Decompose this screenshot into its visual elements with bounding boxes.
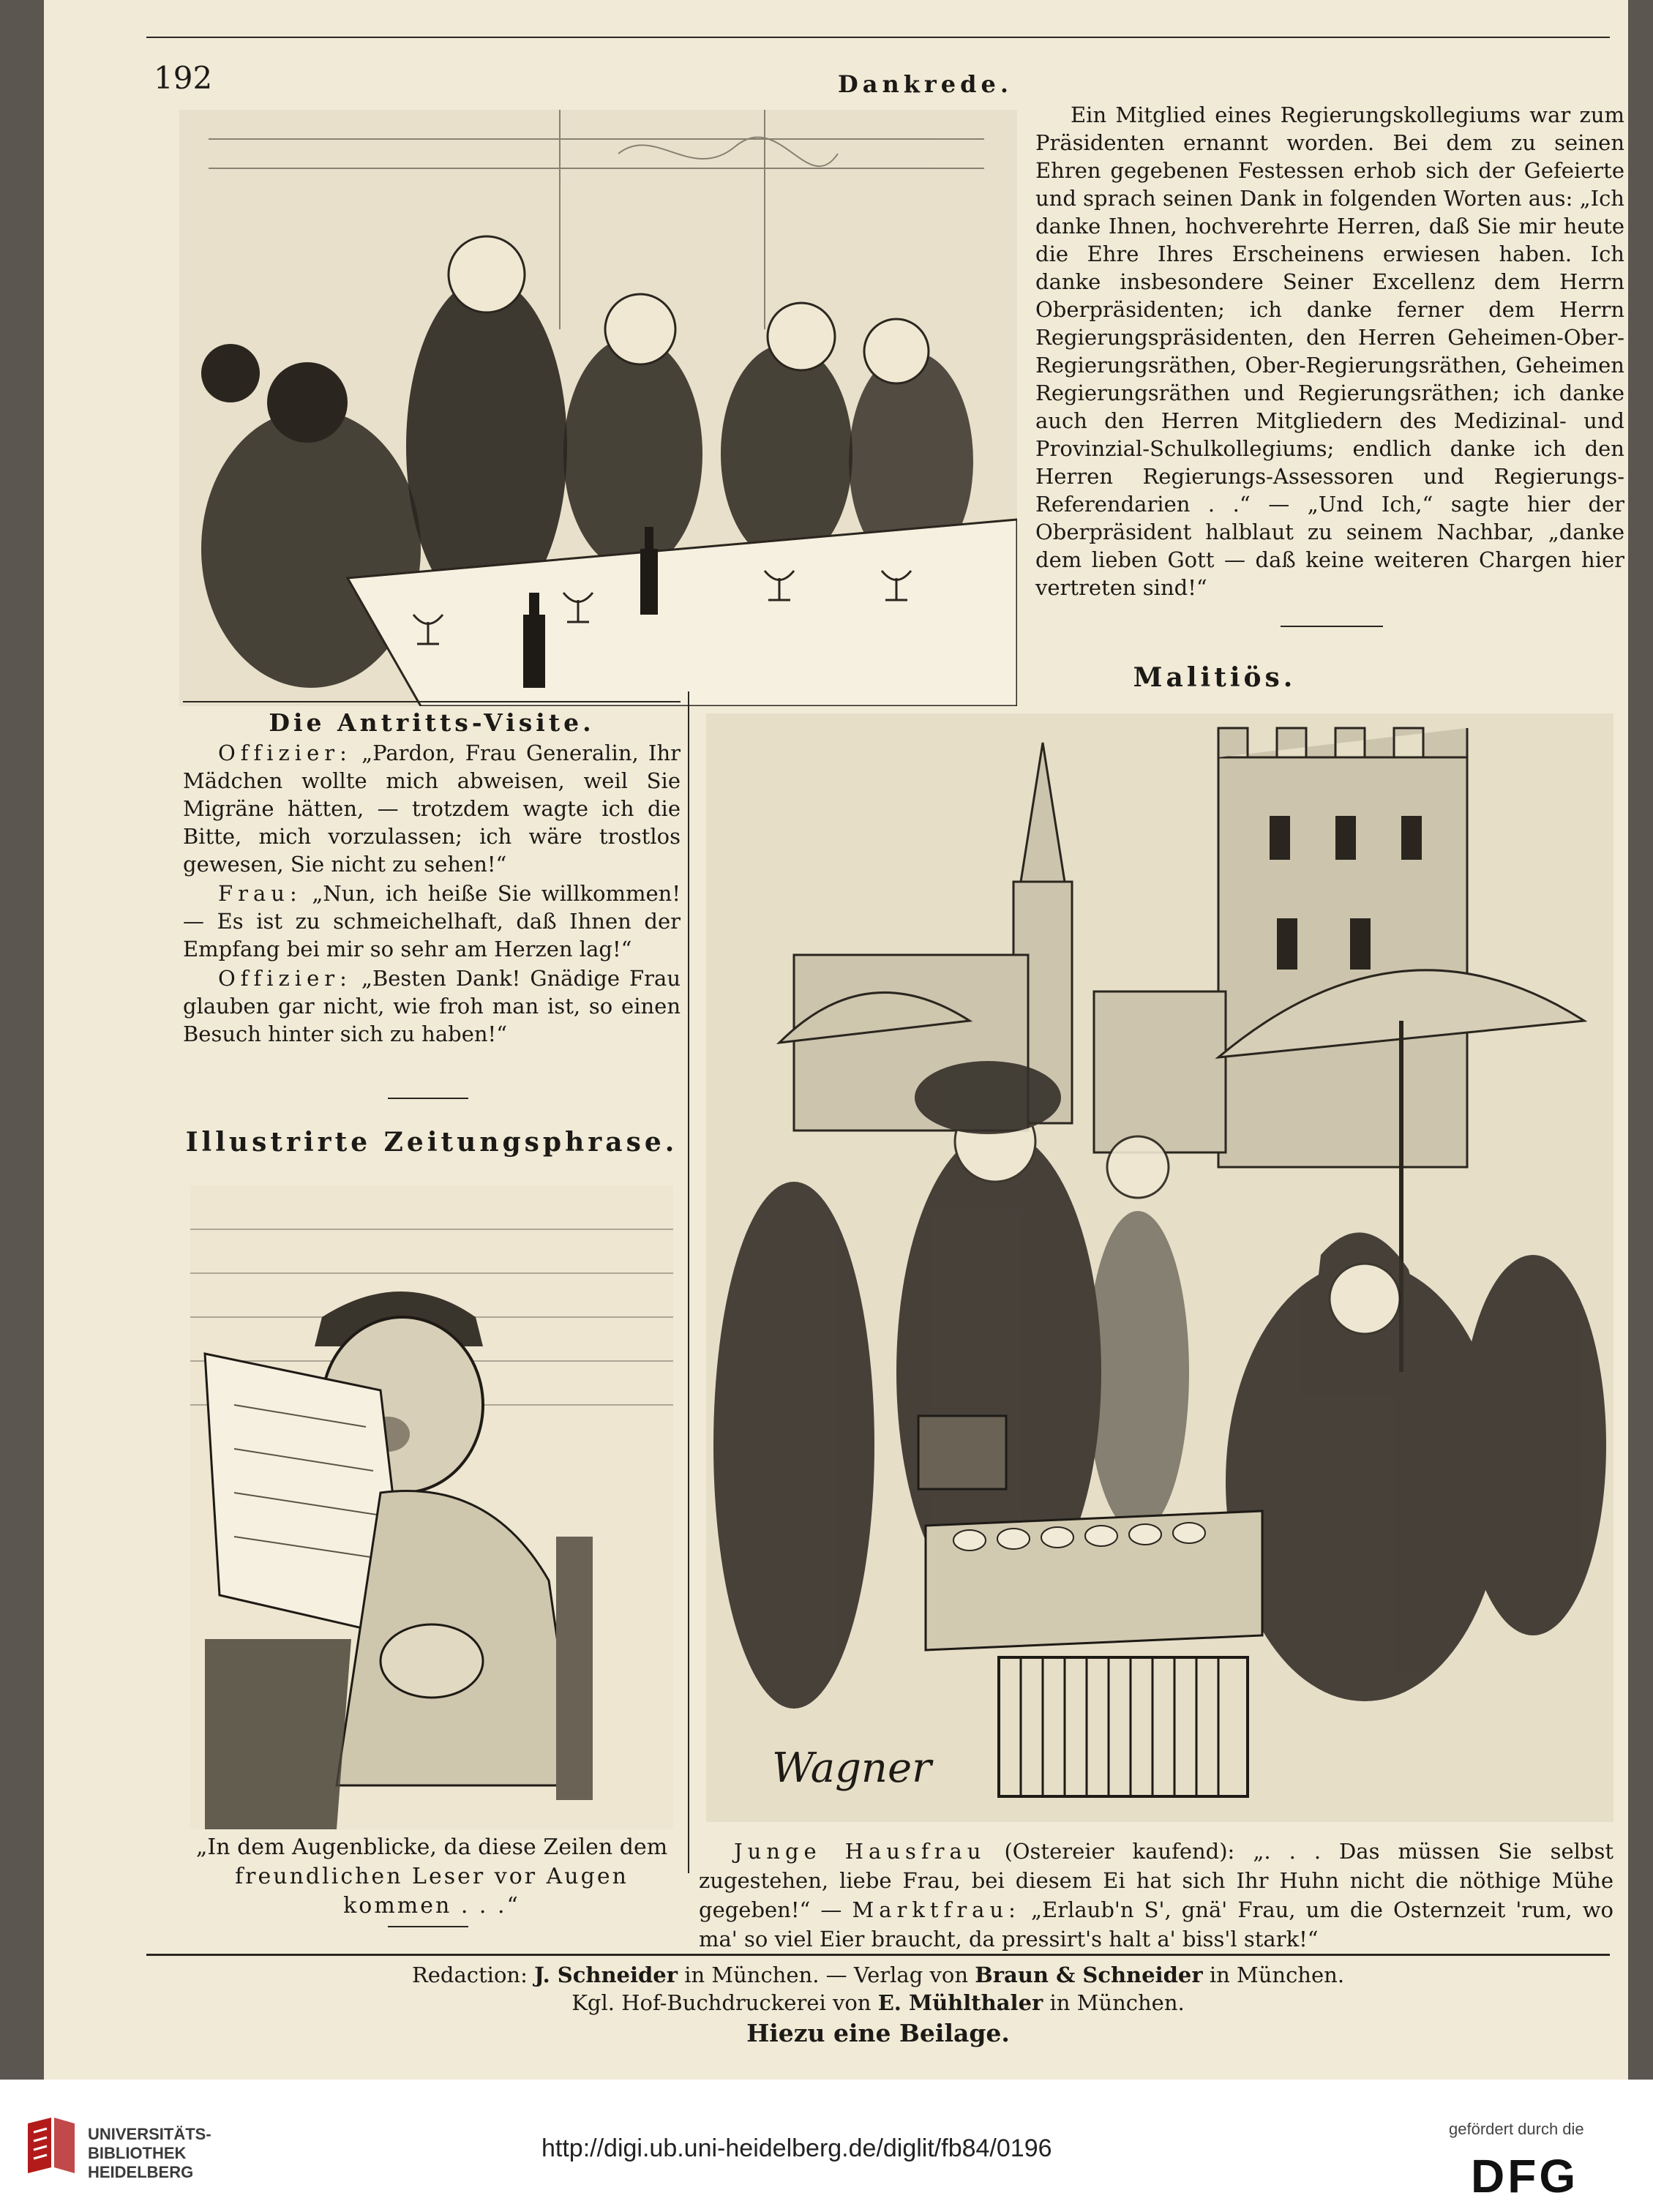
printer-end: in München. <box>1049 1990 1185 2015</box>
printer-prefix: Kgl. Hof-Buchdruckerei von <box>571 1990 872 2015</box>
imprint-line <box>146 1989 1610 2017</box>
malitioes-title: Malitiös. <box>1133 662 1297 693</box>
library-name-line: HEIDELBERG <box>88 2163 194 2181</box>
speech: „Erlaub'n S', gnä' Frau, um die Osternzeit 'rum, wo ma' so viel Eier braucht, da pressirt's halt a' biss'l stark!“ <box>699 1897 1614 1952</box>
publisher-name: Braun & Schneider <box>975 1962 1203 1987</box>
top-border <box>146 37 1610 38</box>
speech: „Pardon, Frau Generalin, Ihr Mädchen wollte mich abweisen, weil Sie Migräne hätten, — trotzdem wagte ich die Bitte, mich vorzulassen; ich wäre trostlos gewesen, Sie nicht zu sehen!“ <box>183 741 681 877</box>
dankrede-text <box>1035 101 1624 601</box>
bottom-border <box>146 1954 1610 1956</box>
redaction-end: in München. <box>1209 1962 1345 1987</box>
dankrede-paragraph: Ein Mitglied eines Regierungskollegiums war zum Präsidenten ernannt worden. Bei dem zu seinen Ehren gegebenen Festessen erhob sich der Gefeierte und sprach seinen Dank in folgenden Worten aus: „Ich danke Ihnen, hochverehrte Herren, daß Sie mir heute die Ehre Ihres Erscheinens erwiesen haben. Ich danke insbesondere Seiner Excellenz dem Herrn Oberpräsidenten; ich danke ferner dem Herrn Regierungspräsidenten, den Herren Geheimen-Ober-Regierungsräthen, Ober-Regierungsräthen, Geheimen Regierungsräthen und Regierungsräthen; ich danke auch den Herren Mitgliedern des Medizinal- und Provinzial-Schulkollegiums; endlich danke ich den Herren Regierungs-Assessoren und Regierungs-Referendarien . .“ — „Und Ich,“ sagte hier der Oberpräsident halblaut zu seinem Nachbar, „danke dem lieben Gott — daß keine weiteren Chargen hier vertreten sind!“ <box>1035 102 1624 600</box>
dfg-logo: DFG <box>1471 2150 1579 2202</box>
library-name-line: UNIVERSITÄTS- <box>88 2125 211 2143</box>
antritts-title: Die Antritts-Visite. <box>269 708 595 737</box>
permalink-url[interactable]: http://digi.ub.uni-heidelberg.de/diglit/fb84/0196 <box>541 2134 1052 2162</box>
speech: „. . . Das müssen Sie selbst zugestehen, liebe Frau, bei diesem Ei hat sich Ihr Huhn nicht die nöthige Mühe gegeben!“ — <box>699 1839 1614 1922</box>
banquet-illustration <box>179 110 1017 706</box>
dialog-line <box>183 964 681 1048</box>
dialog-line <box>183 880 681 963</box>
speaker: Offizier: <box>218 966 352 991</box>
speaker: Junge Hausfrau <box>734 1839 986 1864</box>
funded-by-label: gefördert durch die <box>1449 2120 1584 2138</box>
antritts-dialog <box>183 739 681 1049</box>
speaker: Offizier: <box>218 741 352 765</box>
redaction-name: J. Schneider <box>534 1962 678 1987</box>
page-number: 192 <box>154 60 213 96</box>
dankrede-title: Dankrede. <box>838 70 1013 98</box>
imprint-line <box>146 1961 1610 1989</box>
section-divider <box>388 1098 468 1099</box>
column-divider <box>183 701 681 702</box>
dialog-line <box>183 739 681 878</box>
speech: „Besten Dank! Gnädige Frau glauben gar nicht, wie froh man ist, so einen Besuch hinter sich zu haben!“ <box>183 966 681 1046</box>
market-illustration <box>706 713 1613 1822</box>
library-name <box>88 2125 211 2182</box>
imprint <box>146 1961 1610 2047</box>
redaction-prefix: Redaction: <box>411 1962 528 1987</box>
speaker: Marktfrau: <box>852 1897 1021 1922</box>
caption-line: „In dem Augenblicke, da diese Zeilen dem <box>195 1834 668 1860</box>
speaker: Frau: <box>218 881 302 906</box>
malitioes-paragraph <box>699 1837 1613 1954</box>
printer-name: E. Mühlthaler <box>877 1990 1043 2015</box>
library-name-line: BIBLIOTHEK <box>88 2144 187 2162</box>
magazine-page <box>44 0 1628 2080</box>
malitioes-text <box>699 1837 1613 1954</box>
caption-line: freundlichen Leser vor Augen kommen . . .“ <box>235 1864 629 1919</box>
newspaper-reader-illustration <box>190 1185 673 1829</box>
redaction-mid: in München. — Verlag von <box>684 1962 969 1987</box>
speech: „Nun, ich heiße Sie willkommen! — Es ist zu schmeichelhaft, daß Ihnen der Empfang bei mir so sehr am Herzen lag!“ <box>183 881 681 961</box>
column-rule <box>688 691 689 1873</box>
phrase-caption <box>183 1833 681 1921</box>
section-divider <box>388 1926 468 1927</box>
university-library-logo-icon <box>22 2116 80 2175</box>
beilage-note: Hiezu eine Beilage. <box>746 2019 1010 2047</box>
section-divider <box>1281 626 1383 627</box>
viewer-footer-bar <box>0 2080 1653 2212</box>
phrase-title: Illustrirte Zeitungsphrase. <box>185 1127 678 1158</box>
artist-signature: Wagner <box>772 1744 932 1792</box>
speaker-note: (Ostereier kaufend): <box>1004 1839 1235 1864</box>
